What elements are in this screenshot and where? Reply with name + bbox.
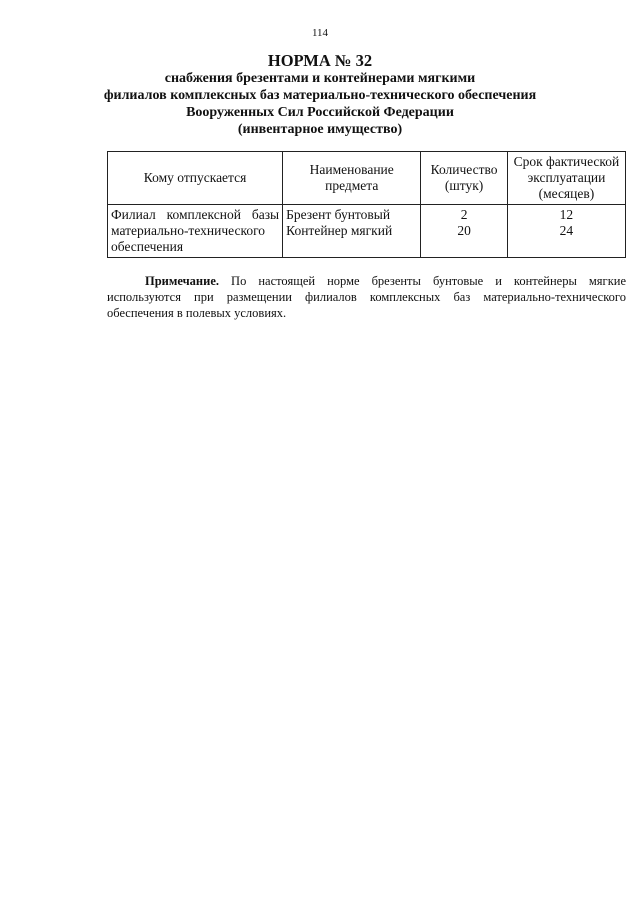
header-recipient — [108, 152, 283, 205]
page-number: 114 — [311, 27, 329, 39]
norm-title: НОРМА № 32 — [267, 51, 373, 70]
norm-subtitle-line-1: снабжения брезентами и контейнерами мягкими — [164, 71, 476, 86]
header-term-line-3: (месяцев) — [538, 186, 595, 201]
header-quantity — [421, 152, 508, 205]
header-term-line-2: эксплуатации — [527, 170, 606, 185]
norm-subtitle-line-3: Вооруженных Сил Российской Федерации — [186, 105, 454, 120]
norm-subtitle-line-2: филиалов комплексных баз материально-технического обеспечения — [103, 88, 537, 103]
header-item — [283, 152, 421, 205]
item-name-2: Контейнер мягкий — [286, 223, 393, 238]
norm-table — [107, 151, 626, 258]
norm-subtitle-line-4: (инвентарное имущество) — [237, 122, 403, 137]
term-cell — [507, 205, 625, 258]
item-term-1: 12 — [559, 207, 574, 222]
header-quantity-line-2: (штук) — [444, 178, 484, 193]
items-cell — [283, 205, 421, 258]
header-term — [507, 152, 625, 205]
table-header-row — [108, 152, 626, 205]
note-paragraph — [107, 273, 626, 321]
table-row — [108, 205, 626, 258]
header-recipient-text: Кому отпускается — [143, 170, 247, 185]
header-item-line-2: предмета — [325, 178, 379, 193]
item-term-2: 24 — [559, 223, 574, 238]
recipient-cell: Филиал комплексной базы материально-технического обеспечения — [108, 205, 283, 258]
item-quantity-1: 2 — [460, 207, 468, 222]
item-name-1: Брезент бунтовый — [286, 207, 391, 222]
header-item-line-1: Наименование — [309, 162, 394, 177]
header-term-line-1: Срок фактической — [513, 154, 620, 169]
item-quantity-2: 20 — [457, 223, 471, 238]
header-quantity-line-1: Количество — [430, 162, 498, 177]
note-label: Примечание. — [145, 274, 220, 288]
quantity-cell — [421, 205, 508, 258]
note-text: По настоящей норме брезенты бунтовые и контейнеры мягкие используются при размещении филиалов комплексных баз материально-технического обеспечения в полевых условиях. — [107, 274, 626, 320]
